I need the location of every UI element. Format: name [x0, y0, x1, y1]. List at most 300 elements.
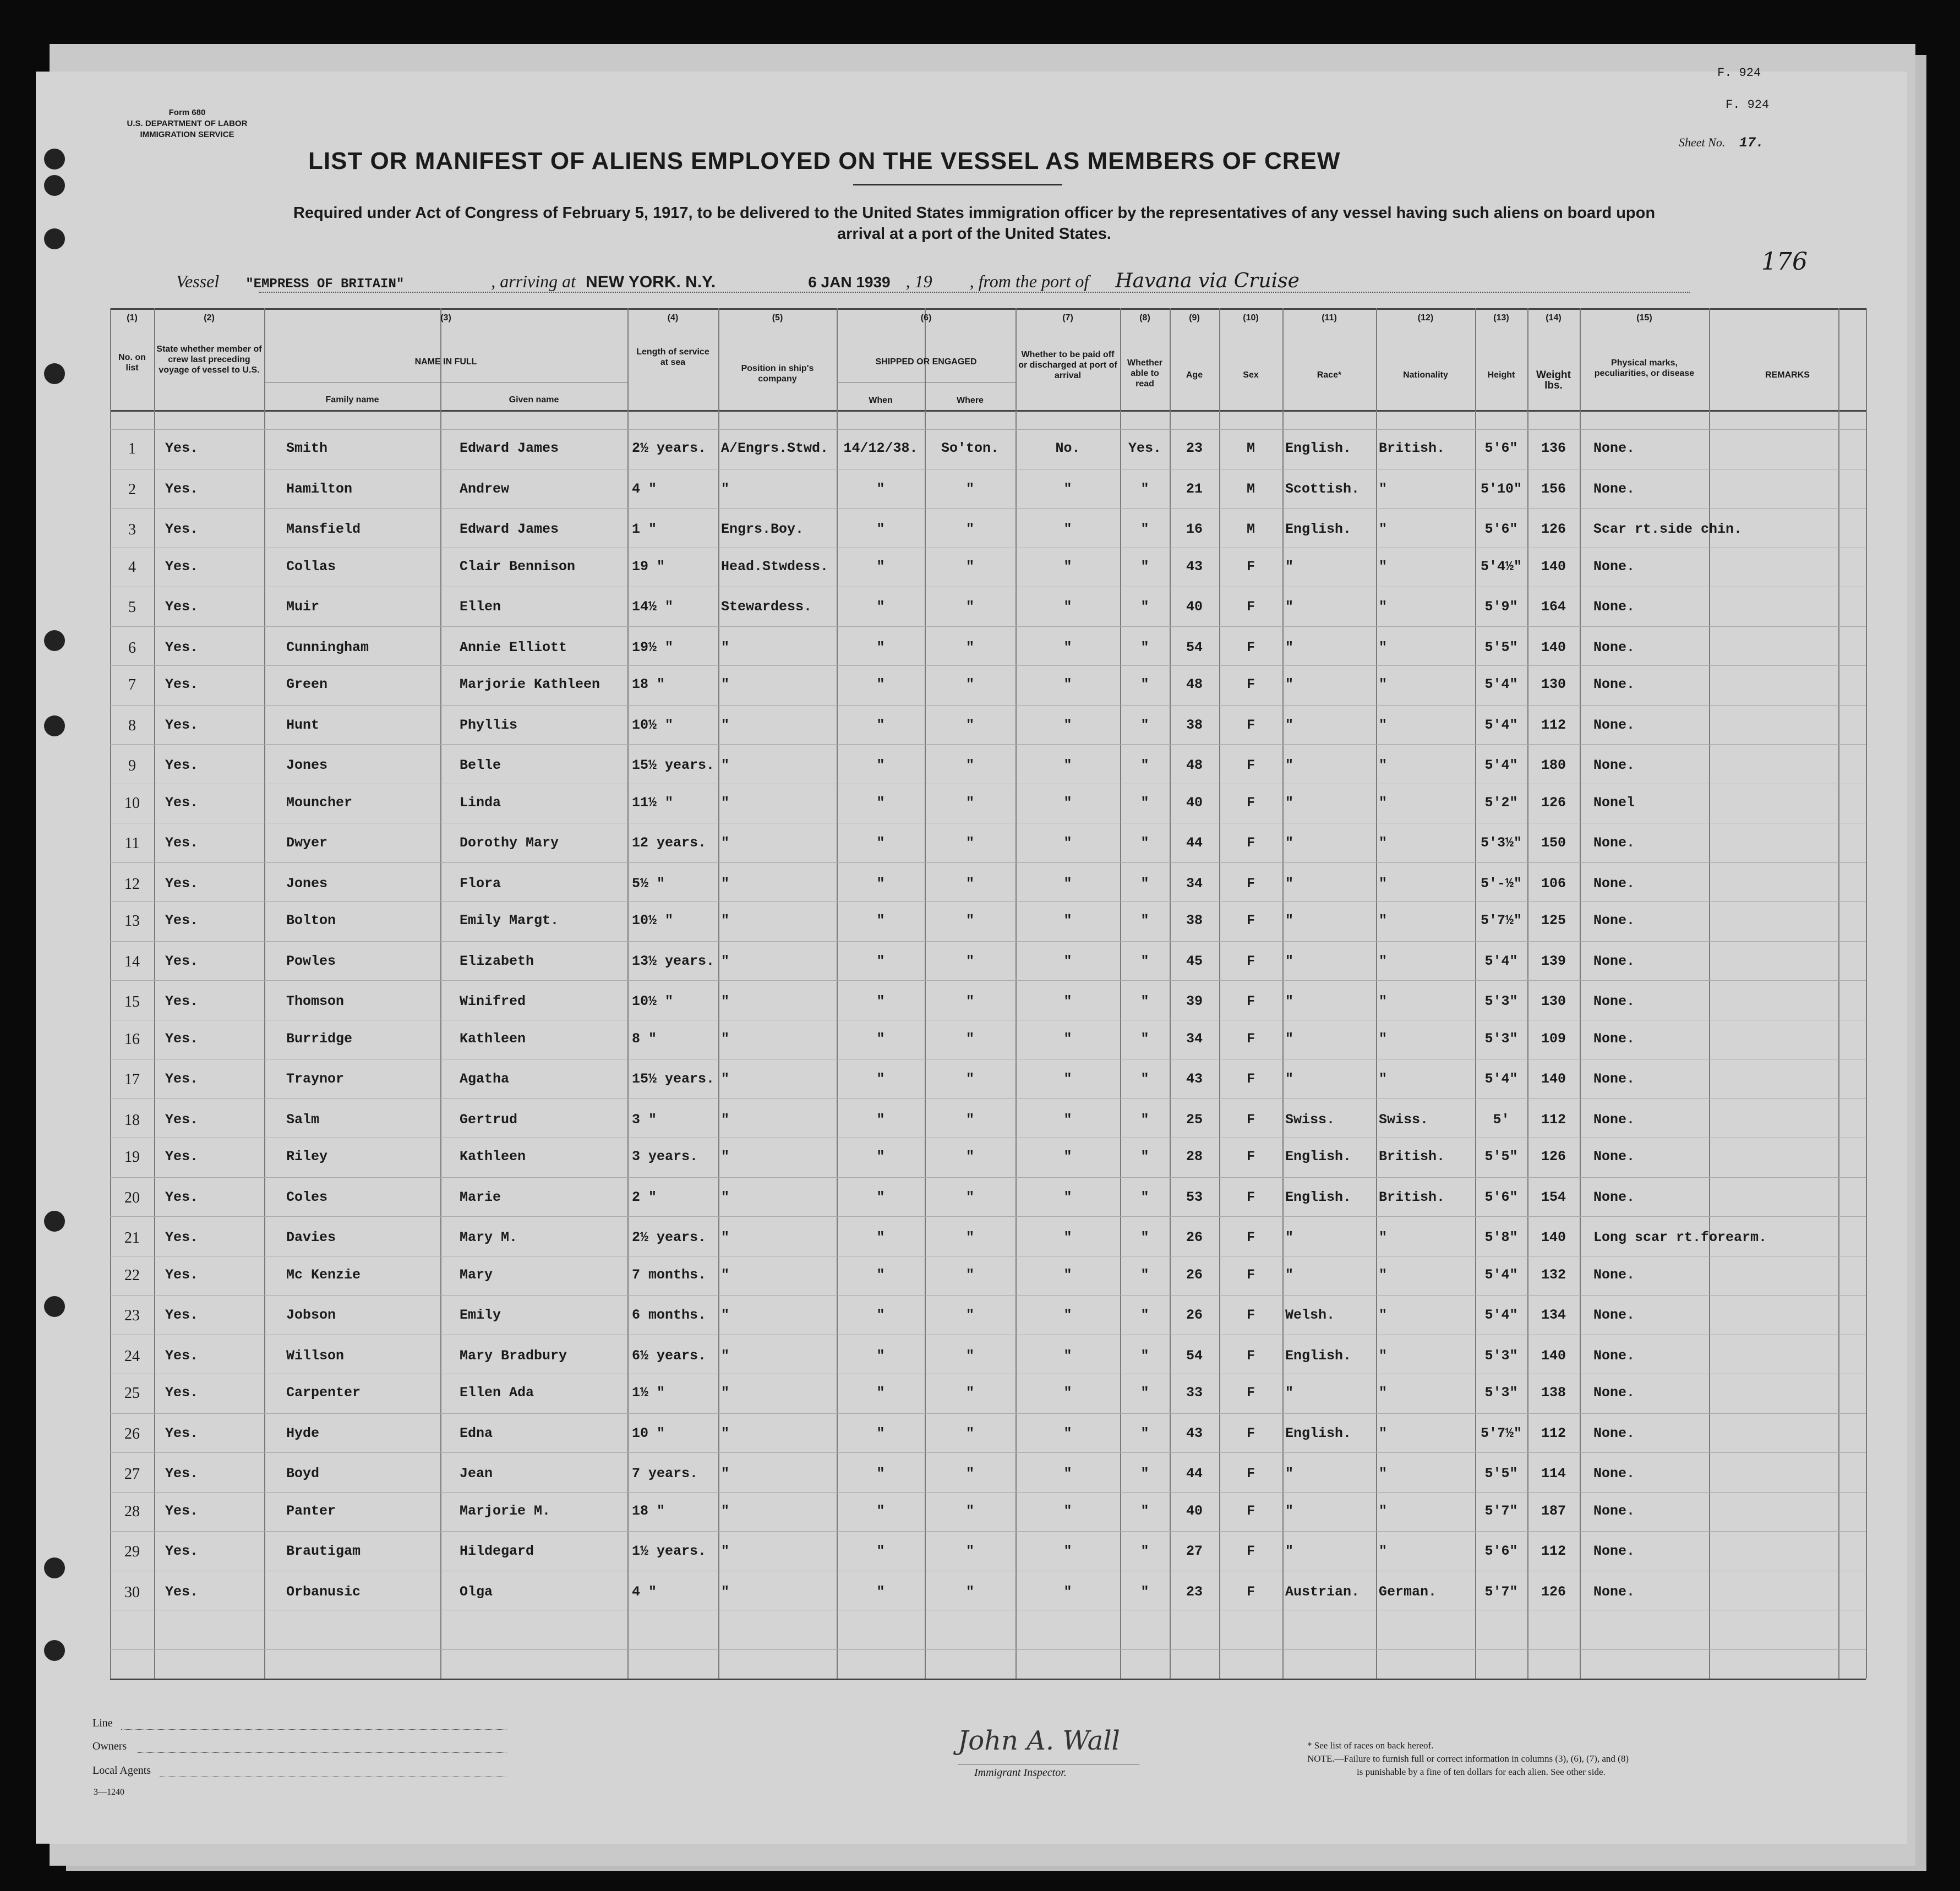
line-underline [121, 1729, 506, 1730]
cell-position: " [721, 1189, 730, 1205]
cell-position: " [721, 1503, 730, 1519]
cell-family: Hunt [286, 717, 320, 733]
cell-when: " [876, 1348, 885, 1364]
cell-family: Panter [286, 1503, 336, 1519]
cell-paid: " [1063, 1189, 1072, 1205]
cell-given: Elizabeth [460, 953, 534, 969]
cell-nat: " [1379, 795, 1388, 811]
cell-family: Jones [286, 876, 328, 892]
cell-no: 10 [124, 795, 140, 812]
cell-weight: 187 [1541, 1503, 1566, 1519]
cell-where: " [965, 521, 974, 537]
col-num: (9) [1189, 313, 1200, 323]
cell-no: 9 [128, 757, 136, 774]
cell-read: " [1140, 676, 1149, 692]
cell-age: 40 [1186, 795, 1203, 811]
cell-read: Yes. [1128, 440, 1161, 456]
col-num: (12) [1417, 313, 1434, 323]
cell-position: " [721, 757, 730, 773]
cell-prev: Yes. [165, 953, 199, 969]
cell-height: 5'3½" [1480, 835, 1522, 851]
cell-where: " [965, 717, 974, 733]
cell-race: Scottish. [1285, 481, 1360, 497]
col-header-paid-off: Whether to be paid off or discharged at port of arrival [1018, 350, 1117, 380]
cell-service: 5½ " [632, 876, 665, 892]
row-line [110, 980, 1866, 981]
cell-position: " [721, 1543, 730, 1559]
cell-no: 19 [124, 1149, 140, 1166]
cell-where: " [965, 640, 974, 655]
cell-when: " [876, 717, 885, 733]
year-label: , 19 [905, 271, 932, 291]
cell-family: Cunningham [286, 640, 369, 655]
col-header-physical-marks: Physical marks, peculiarities, or disease [1594, 358, 1695, 378]
row-line [110, 1177, 1866, 1178]
cell-position: " [721, 676, 730, 692]
cell-sex: F [1246, 640, 1255, 655]
cell-when: " [876, 1543, 885, 1559]
cell-height: 5'3" [1484, 993, 1518, 1009]
cell-position: " [721, 1425, 730, 1441]
arrival-date-stamp: 6 JAN 1939 [808, 274, 891, 291]
cell-no: 20 [124, 1189, 140, 1206]
col-header-no: No. on list [118, 353, 146, 373]
cell-no: 28 [124, 1503, 140, 1520]
cell-position: " [721, 1071, 730, 1087]
cell-prev: Yes. [165, 1031, 199, 1047]
cell-where: So'ton. [941, 440, 1000, 456]
cell-weight: 112 [1541, 717, 1566, 733]
cell-marks: None. [1593, 1466, 1635, 1482]
cell-height: 5'5" [1484, 1466, 1518, 1482]
binder-hole [44, 630, 65, 651]
cell-paid: " [1063, 481, 1072, 497]
form-header [105, 107, 270, 140]
cell-family: Jobson [286, 1307, 336, 1323]
cell-given: Winifred [460, 993, 526, 1009]
cell-given: Ellen Ada [460, 1385, 534, 1401]
cell-race: Welsh. [1285, 1307, 1335, 1323]
cell-race: " [1285, 795, 1294, 811]
cell-position: " [721, 1307, 730, 1323]
cell-when: " [876, 1071, 885, 1087]
cell-marks: None. [1593, 559, 1635, 575]
cell-weight: 180 [1541, 757, 1566, 773]
cell-paid: " [1063, 717, 1072, 733]
cell-prev: Yes. [165, 1466, 199, 1482]
cell-when: " [876, 1307, 885, 1323]
cell-prev: Yes. [165, 912, 199, 928]
cell-race: " [1285, 1267, 1294, 1283]
cell-given: Mary [460, 1267, 493, 1283]
cell-nat: " [1379, 559, 1388, 575]
cell-service: 10½ " [632, 912, 674, 928]
cell-where: " [965, 1071, 974, 1087]
cell-read: " [1140, 1267, 1149, 1283]
column-line [1282, 308, 1284, 1679]
cell-read: " [1140, 717, 1149, 733]
cell-nat: British. [1379, 1149, 1445, 1165]
cell-weight: 140 [1541, 1348, 1566, 1364]
cell-nat: " [1379, 1307, 1388, 1323]
row-line [110, 901, 1866, 902]
cell-no: 3 [128, 521, 136, 538]
cell-sex: F [1246, 795, 1255, 811]
cell-service: 19 " [632, 559, 665, 575]
cell-age: 33 [1186, 1385, 1203, 1401]
col-header-name: NAME IN FULL [414, 357, 477, 367]
cell-marks: None. [1593, 1031, 1635, 1047]
cell-marks: None. [1593, 876, 1635, 892]
cell-position: Engrs.Boy. [721, 521, 804, 537]
cell-where: " [965, 1348, 974, 1364]
cell-no: 8 [128, 717, 136, 734]
col-num: (15) [1636, 313, 1652, 323]
cell-where: " [965, 1229, 974, 1245]
cell-paid: " [1063, 1385, 1072, 1401]
cell-where: " [965, 993, 974, 1009]
page-title: LIST OR MANIFEST OF ALIENS EMPLOYED ON THE VESSEL AS MEMBERS OF CREW [308, 147, 1341, 174]
cell-weight: 164 [1541, 599, 1566, 615]
cell-where: " [965, 1267, 974, 1283]
cell-service: 2½ years. [632, 1229, 707, 1245]
cell-race: " [1285, 953, 1294, 969]
cell-family: Boyd [286, 1466, 320, 1482]
shipped-subheader-line [837, 382, 1016, 383]
binder-hole [44, 149, 65, 170]
cell-marks: None. [1593, 1112, 1635, 1128]
cell-given: Mary M. [460, 1229, 518, 1245]
form-code: 3—1240 [94, 1788, 124, 1797]
cell-no: 2 [128, 481, 136, 498]
cell-weight: 112 [1541, 1425, 1566, 1441]
cell-service: 4 " [632, 481, 657, 497]
cell-height: 5'-½" [1480, 876, 1522, 892]
cell-marks: None. [1593, 717, 1635, 733]
cell-family: Dwyer [286, 835, 328, 851]
cell-when: " [876, 1267, 885, 1283]
cell-where: " [965, 559, 974, 575]
cell-paid: " [1063, 676, 1072, 692]
cell-when: " [876, 1425, 885, 1441]
cell-sex: F [1246, 1348, 1255, 1364]
cell-when: " [876, 757, 885, 773]
cell-sex: F [1246, 1307, 1255, 1323]
cell-prev: Yes. [165, 1503, 199, 1519]
cell-paid: " [1063, 1503, 1072, 1519]
cell-weight: 138 [1541, 1385, 1566, 1401]
cell-nat: " [1379, 1543, 1388, 1559]
cell-family: Orbanusic [286, 1584, 361, 1600]
cell-service: 10½ " [632, 993, 674, 1009]
column-line [264, 308, 265, 1679]
cell-race: " [1285, 599, 1294, 615]
cell-height: 5'4" [1484, 1071, 1518, 1087]
cell-age: 54 [1186, 640, 1203, 655]
cell-marks: None. [1593, 1149, 1635, 1165]
cell-sex: F [1246, 1071, 1255, 1087]
cell-no: 11 [124, 835, 140, 852]
cell-weight: 125 [1541, 912, 1566, 928]
col-num: (1) [127, 313, 138, 323]
cell-height: 5'5" [1484, 1149, 1518, 1165]
cell-when: " [876, 1385, 885, 1401]
cell-where: " [965, 481, 974, 497]
cell-nat: " [1379, 481, 1388, 497]
cell-height: 5'7" [1484, 1503, 1518, 1519]
cell-read: " [1140, 757, 1149, 773]
cell-age: 43 [1186, 559, 1203, 575]
cell-height: 5'10" [1480, 481, 1522, 497]
cell-height: 5'4½" [1480, 559, 1522, 575]
cell-read: " [1140, 993, 1149, 1009]
cell-prev: Yes. [165, 676, 199, 692]
cell-no: 25 [124, 1385, 140, 1402]
column-line [1376, 308, 1377, 1679]
f-number: F. 924 [1717, 66, 1761, 80]
cell-age: 34 [1186, 1031, 1203, 1047]
cell-where: " [965, 1543, 974, 1559]
cell-race: English. [1285, 1189, 1352, 1205]
cell-family: Muir [286, 599, 320, 615]
cell-where: " [965, 599, 974, 615]
cell-height: 5'7½" [1480, 1425, 1522, 1441]
cell-when: " [876, 599, 885, 615]
cell-position: " [721, 876, 730, 892]
col-num: (8) [1139, 313, 1150, 323]
cell-where: " [965, 1503, 974, 1519]
binder-hole [44, 228, 65, 249]
cell-paid: " [1063, 1584, 1072, 1600]
cell-age: 38 [1186, 912, 1203, 928]
cell-prev: Yes. [165, 993, 199, 1009]
cell-read: " [1140, 1466, 1149, 1482]
row-line [110, 1452, 1866, 1453]
cell-age: 21 [1186, 481, 1203, 497]
sheet-number-field [1679, 135, 1764, 151]
cell-service: 1½ " [632, 1385, 665, 1401]
cell-height: 5'4" [1484, 1307, 1518, 1323]
cell-nat: " [1379, 835, 1388, 851]
sheet-label: Sheet No. [1679, 135, 1726, 149]
cell-read: " [1140, 912, 1149, 928]
cell-age: 44 [1186, 835, 1203, 851]
cell-when: " [876, 1031, 885, 1047]
cell-sex: F [1246, 757, 1255, 773]
cell-nat: " [1379, 1229, 1388, 1245]
cell-height: 5'6" [1484, 440, 1518, 456]
cell-height: 5'3" [1484, 1031, 1518, 1047]
cell-paid: " [1063, 993, 1072, 1009]
cell-race: " [1285, 717, 1294, 733]
cell-marks: None. [1593, 1307, 1635, 1323]
cell-nat: " [1379, 993, 1388, 1009]
cell-sex: F [1246, 953, 1255, 969]
cell-race: " [1285, 912, 1294, 928]
cell-marks: None. [1593, 1503, 1635, 1519]
cell-weight: 140 [1541, 1071, 1566, 1087]
row-line [110, 508, 1866, 509]
col-header-where: Where [957, 396, 984, 405]
cell-read: " [1140, 1149, 1149, 1165]
binder-hole [44, 715, 65, 736]
cell-where: " [965, 912, 974, 928]
cell-service: 15½ years. [632, 757, 715, 773]
cell-position: " [721, 1348, 730, 1364]
cell-race: " [1285, 993, 1294, 1009]
cell-service: 12 years. [632, 835, 707, 851]
arriving-port: NEW YORK. N.Y. [586, 273, 716, 291]
cell-service: 3 years. [632, 1149, 698, 1165]
sheet-number: 17. [1739, 135, 1764, 151]
cell-age: 23 [1186, 1584, 1203, 1600]
cell-service: 10 " [632, 1425, 665, 1441]
cell-weight: 140 [1541, 559, 1566, 575]
col-num: (13) [1493, 313, 1509, 323]
binder-hole [44, 1557, 65, 1578]
cell-no: 16 [124, 1031, 140, 1048]
cell-where: " [965, 676, 974, 692]
cell-family: Willson [286, 1348, 345, 1364]
cell-where: " [965, 1307, 974, 1323]
cell-service: 1 " [632, 521, 657, 537]
cell-no: 1 [128, 440, 136, 457]
cell-sex: F [1246, 1543, 1255, 1559]
table-header-border [110, 410, 1866, 412]
cell-read: " [1140, 953, 1149, 969]
cell-when: " [876, 1503, 885, 1519]
cell-nat: " [1379, 953, 1388, 969]
row-line [110, 862, 1866, 863]
cell-when: 14/12/38. [843, 440, 918, 456]
cell-prev: Yes. [165, 599, 199, 615]
col-header-position: Position in ship's company [741, 364, 814, 384]
cell-when: " [876, 1149, 885, 1165]
cell-paid: " [1063, 953, 1072, 969]
col-num: (7) [1062, 313, 1073, 323]
cell-given: Flora [460, 876, 501, 892]
cell-no: 5 [128, 599, 136, 616]
cell-where: " [965, 1112, 974, 1128]
cell-marks: None. [1593, 757, 1635, 773]
cell-given: Mary Bradbury [460, 1348, 567, 1364]
cell-race: " [1285, 1466, 1294, 1482]
cell-given: Jean [460, 1466, 493, 1482]
cell-when: " [876, 640, 885, 655]
cell-marks: None. [1593, 481, 1635, 497]
table-bottom-border [110, 1679, 1866, 1680]
cell-family: Collas [286, 559, 336, 575]
cell-paid: " [1063, 1031, 1072, 1047]
cell-family: Burridge [286, 1031, 353, 1047]
cell-sex: M [1246, 481, 1255, 497]
cell-race: " [1285, 835, 1294, 851]
cell-age: 38 [1186, 717, 1203, 733]
cell-given: Edna [460, 1425, 493, 1441]
cell-when: " [876, 876, 885, 892]
cell-age: 40 [1186, 1503, 1203, 1519]
cell-when: " [876, 912, 885, 928]
cell-given: Edward James [460, 521, 559, 537]
cell-nat: " [1379, 1425, 1388, 1441]
cell-age: 25 [1186, 1112, 1203, 1128]
cell-age: 27 [1186, 1543, 1203, 1559]
cell-given: Edward James [460, 440, 559, 456]
cell-position: A/Engrs.Stwd. [721, 440, 829, 456]
voyage-underline [259, 291, 1690, 293]
cell-marks: None. [1593, 1071, 1635, 1087]
cell-sex: F [1246, 1149, 1255, 1165]
cell-race: English. [1285, 1149, 1352, 1165]
cell-height: 5'4" [1484, 1267, 1518, 1283]
cell-no: 14 [124, 953, 140, 970]
cell-sex: M [1246, 521, 1255, 537]
cell-sex: M [1246, 440, 1255, 456]
col-header-race: Race* [1317, 370, 1342, 380]
table-top-border [110, 308, 1866, 310]
cell-prev: Yes. [165, 1307, 199, 1323]
cell-race: " [1285, 1503, 1294, 1519]
cell-nat: " [1379, 717, 1388, 733]
binder-hole [44, 363, 65, 384]
cell-position: " [721, 1149, 730, 1165]
cell-sex: F [1246, 1267, 1255, 1283]
cell-family: Powles [286, 953, 336, 969]
cell-position: " [721, 1031, 730, 1047]
cell-no: 22 [124, 1267, 140, 1284]
cell-service: 18 " [632, 676, 665, 692]
cell-service: 6½ years. [632, 1348, 707, 1364]
binder-hole [44, 175, 65, 196]
cell-prev: Yes. [165, 717, 199, 733]
cell-service: 7 years. [632, 1466, 698, 1482]
cell-no: 30 [124, 1584, 140, 1601]
col-header-service: Length of service at sea [636, 347, 709, 367]
page-subtitle: Required under Act of Congress of February 5, 1917, to be delivered to the United States immigration officer by the representatives of any vessel having such aliens on board upon arrival at a port of the United States. [293, 204, 1656, 243]
arriving-label: , arriving at [491, 271, 576, 291]
cell-paid: " [1063, 521, 1072, 537]
row-line [110, 429, 1866, 430]
cell-service: 13½ years. [632, 953, 715, 969]
cell-where: " [965, 1385, 974, 1401]
cell-height: 5'9" [1484, 599, 1518, 615]
cell-position: Stewardess. [721, 599, 812, 615]
col-num: (11) [1322, 313, 1337, 323]
cell-when: " [876, 1112, 885, 1128]
cell-paid: " [1063, 599, 1072, 615]
cell-no: 24 [124, 1348, 140, 1365]
cell-weight: 112 [1541, 1543, 1566, 1559]
cell-marks: None. [1593, 1543, 1635, 1559]
cell-position: " [721, 1385, 730, 1401]
cell-prev: Yes. [165, 1071, 199, 1087]
cell-race: " [1285, 1229, 1294, 1245]
cell-height: 5'4" [1484, 676, 1518, 692]
cell-read: " [1140, 1425, 1149, 1441]
cell-family: Hyde [286, 1425, 320, 1441]
cell-sex: F [1246, 1503, 1255, 1519]
cell-prev: Yes. [165, 1385, 199, 1401]
inspector-signature: John A. Wall [958, 1725, 1120, 1756]
cell-nat: " [1379, 1503, 1388, 1519]
cell-no: 7 [128, 676, 136, 693]
cell-when: " [876, 1466, 885, 1482]
cell-marks: None. [1593, 676, 1635, 692]
cell-given: Marjorie M. [460, 1503, 551, 1519]
cell-service: 4 " [632, 1584, 657, 1600]
cell-nat: " [1379, 1267, 1388, 1283]
cell-paid: " [1063, 835, 1072, 851]
